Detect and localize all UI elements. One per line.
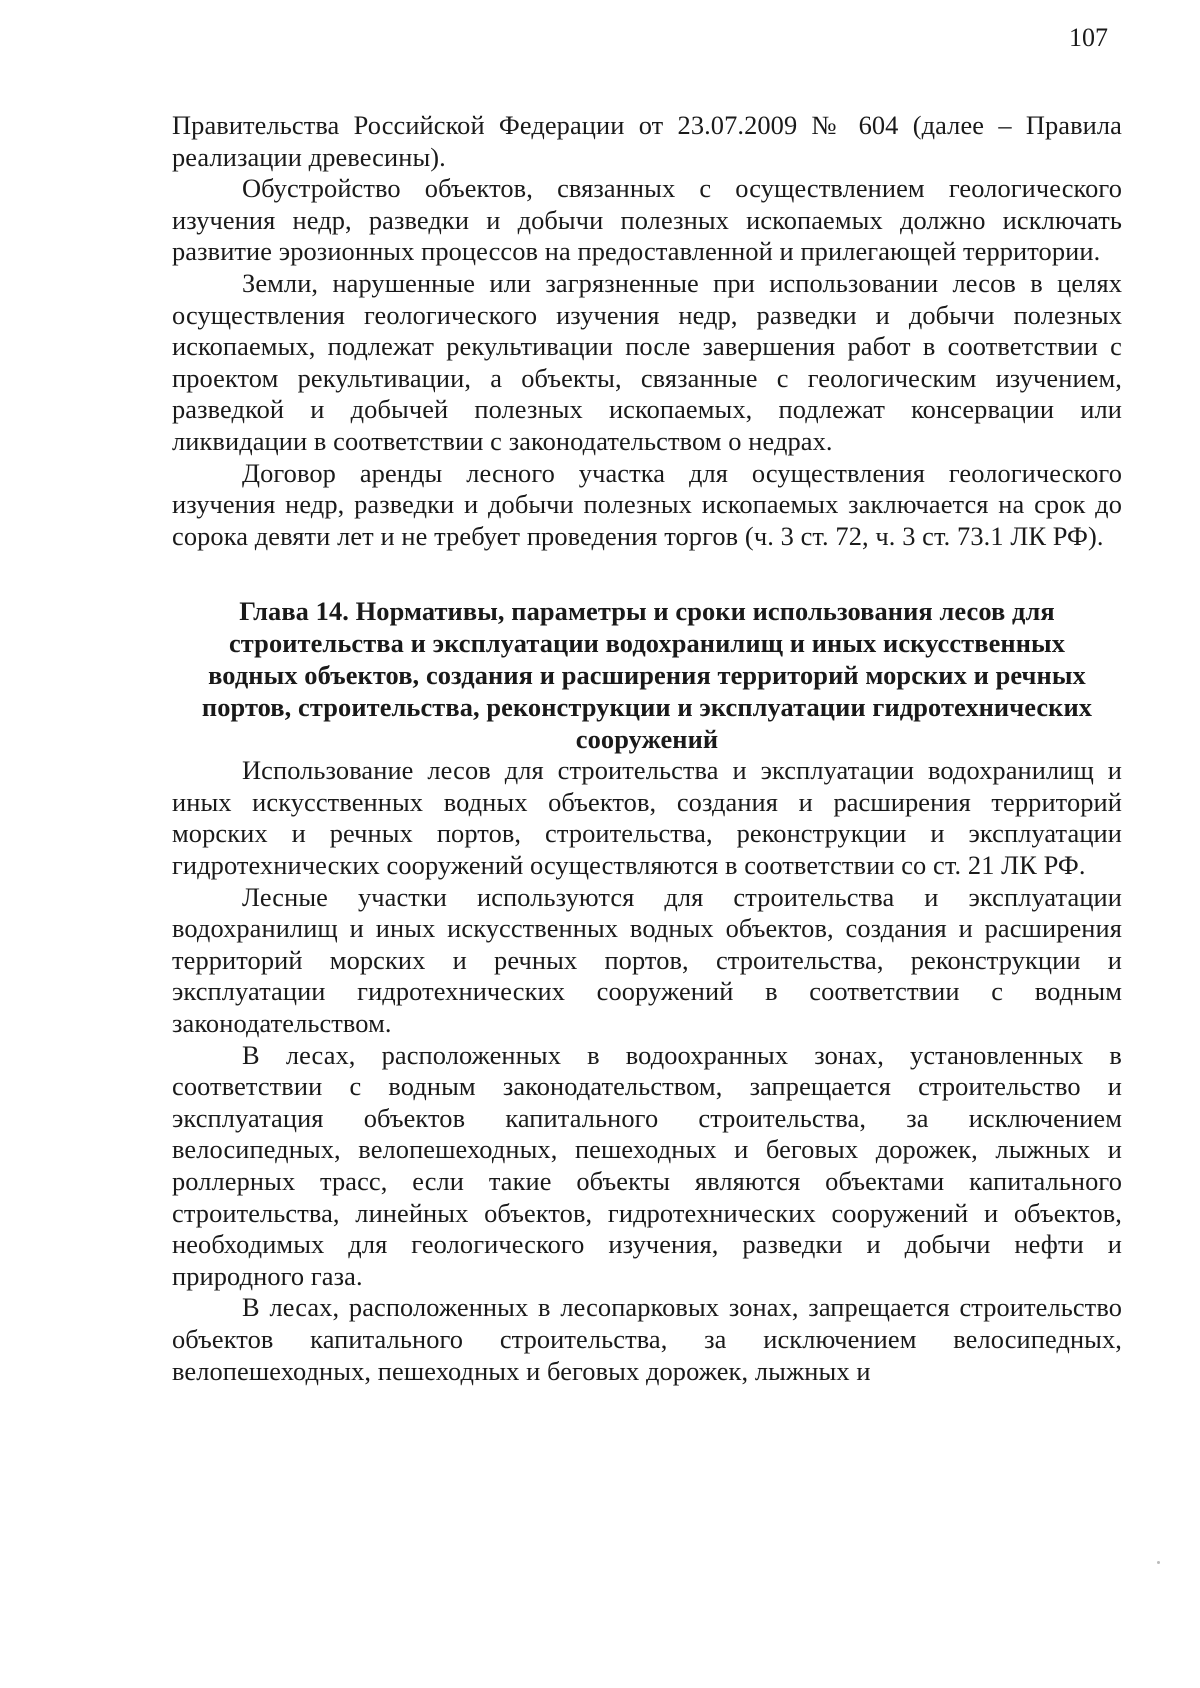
paragraph-water-protection-zones: В лесах, расположенных в водоохранных зонах, установленных в соответствии с водным законодательством, запрещается строительство и эксплуатация объектов капитального строительства, за исключением велосипедных, велопешеходных, пешеходных и беговых дорожек, лыжных и роллерных трасс, если такие объекты являются объектами капитального строительства, линейных объектов, гидротехнических сооружений и объектов, необходимых для геологического изучения, разведки и добычи нефти и природного газа. <box>172 1039 1122 1291</box>
paragraph-lease-agreement: Договор аренды лесного участка для осуществления геологического изучения недр, разведки и добычи полезных ископаемых заключается на срок до сорока девяти лет и не требует проведения торгов (ч. 3 ст. 72, ч. 3 ст. 73.1 ЛК РФ). <box>172 457 1122 551</box>
scan-speck <box>1157 1561 1160 1564</box>
chapter-heading: Глава 14. Нормативы, параметры и сроки использования лесов для строительства и эксплуатации водохранилищ и иных искусственных водных объектов, создания и расширения территорий морских и речных портов, строительства, реконструкции и эксплуатации гидротехнических сооружений <box>201 596 1093 754</box>
paragraph-forest-park-zones: В лесах, расположенных в лесопарковых зонах, запрещается строительство объектов капитального строительства, за исключением велосипедных, велопешеходных, пешеходных и беговых дорожек, лыжных и <box>172 1292 1122 1386</box>
paragraph-forest-use: Использование лесов для строительства и эксплуатации водохранилищ и иных искусственных водных объектов, создания и расширения территорий морских и речных портов, строительства, реконструкции и эксплуатации гидротехнических сооружений осуществляются в соответствии со ст. 21 ЛК РФ. <box>172 755 1122 881</box>
page-number: 107 <box>1069 23 1108 52</box>
document-body <box>172 110 1122 1387</box>
paragraph-continuation: Правительства Российской Федерации от 23.07.2009 № 604 (далее – Правила реализации древесины). <box>172 110 1122 172</box>
paragraph-reclamation: Земли, нарушенные или загрязненные при использовании лесов в целях осуществления геологического изучения недр, разведки и добычи полезных ископаемых, подлежат рекультивации после завершения работ в соответствии с проектом рекультивации, а объекты, связанные с геологическим изучением, разведкой и добычей полезных ископаемых, подлежат консервации или ликвидации в соответствии с законодательством о недрах. <box>172 267 1122 456</box>
paragraph-arrangement: Обустройство объектов, связанных с осуществлением геологического изучения недр, разведки и добычи полезных ископаемых должно исключать развитие эрозионных процессов на предоставленной и прилегающей территории. <box>172 173 1122 267</box>
paragraph-forest-plots: Лесные участки используются для строительства и эксплуатации водохранилищ и иных искусственных водных объектов, создания и расширения территорий морских и речных портов, строительства, реконструкции и эксплуатации гидротехнических сооружений в соответствии с водным законодательством. <box>172 881 1122 1039</box>
